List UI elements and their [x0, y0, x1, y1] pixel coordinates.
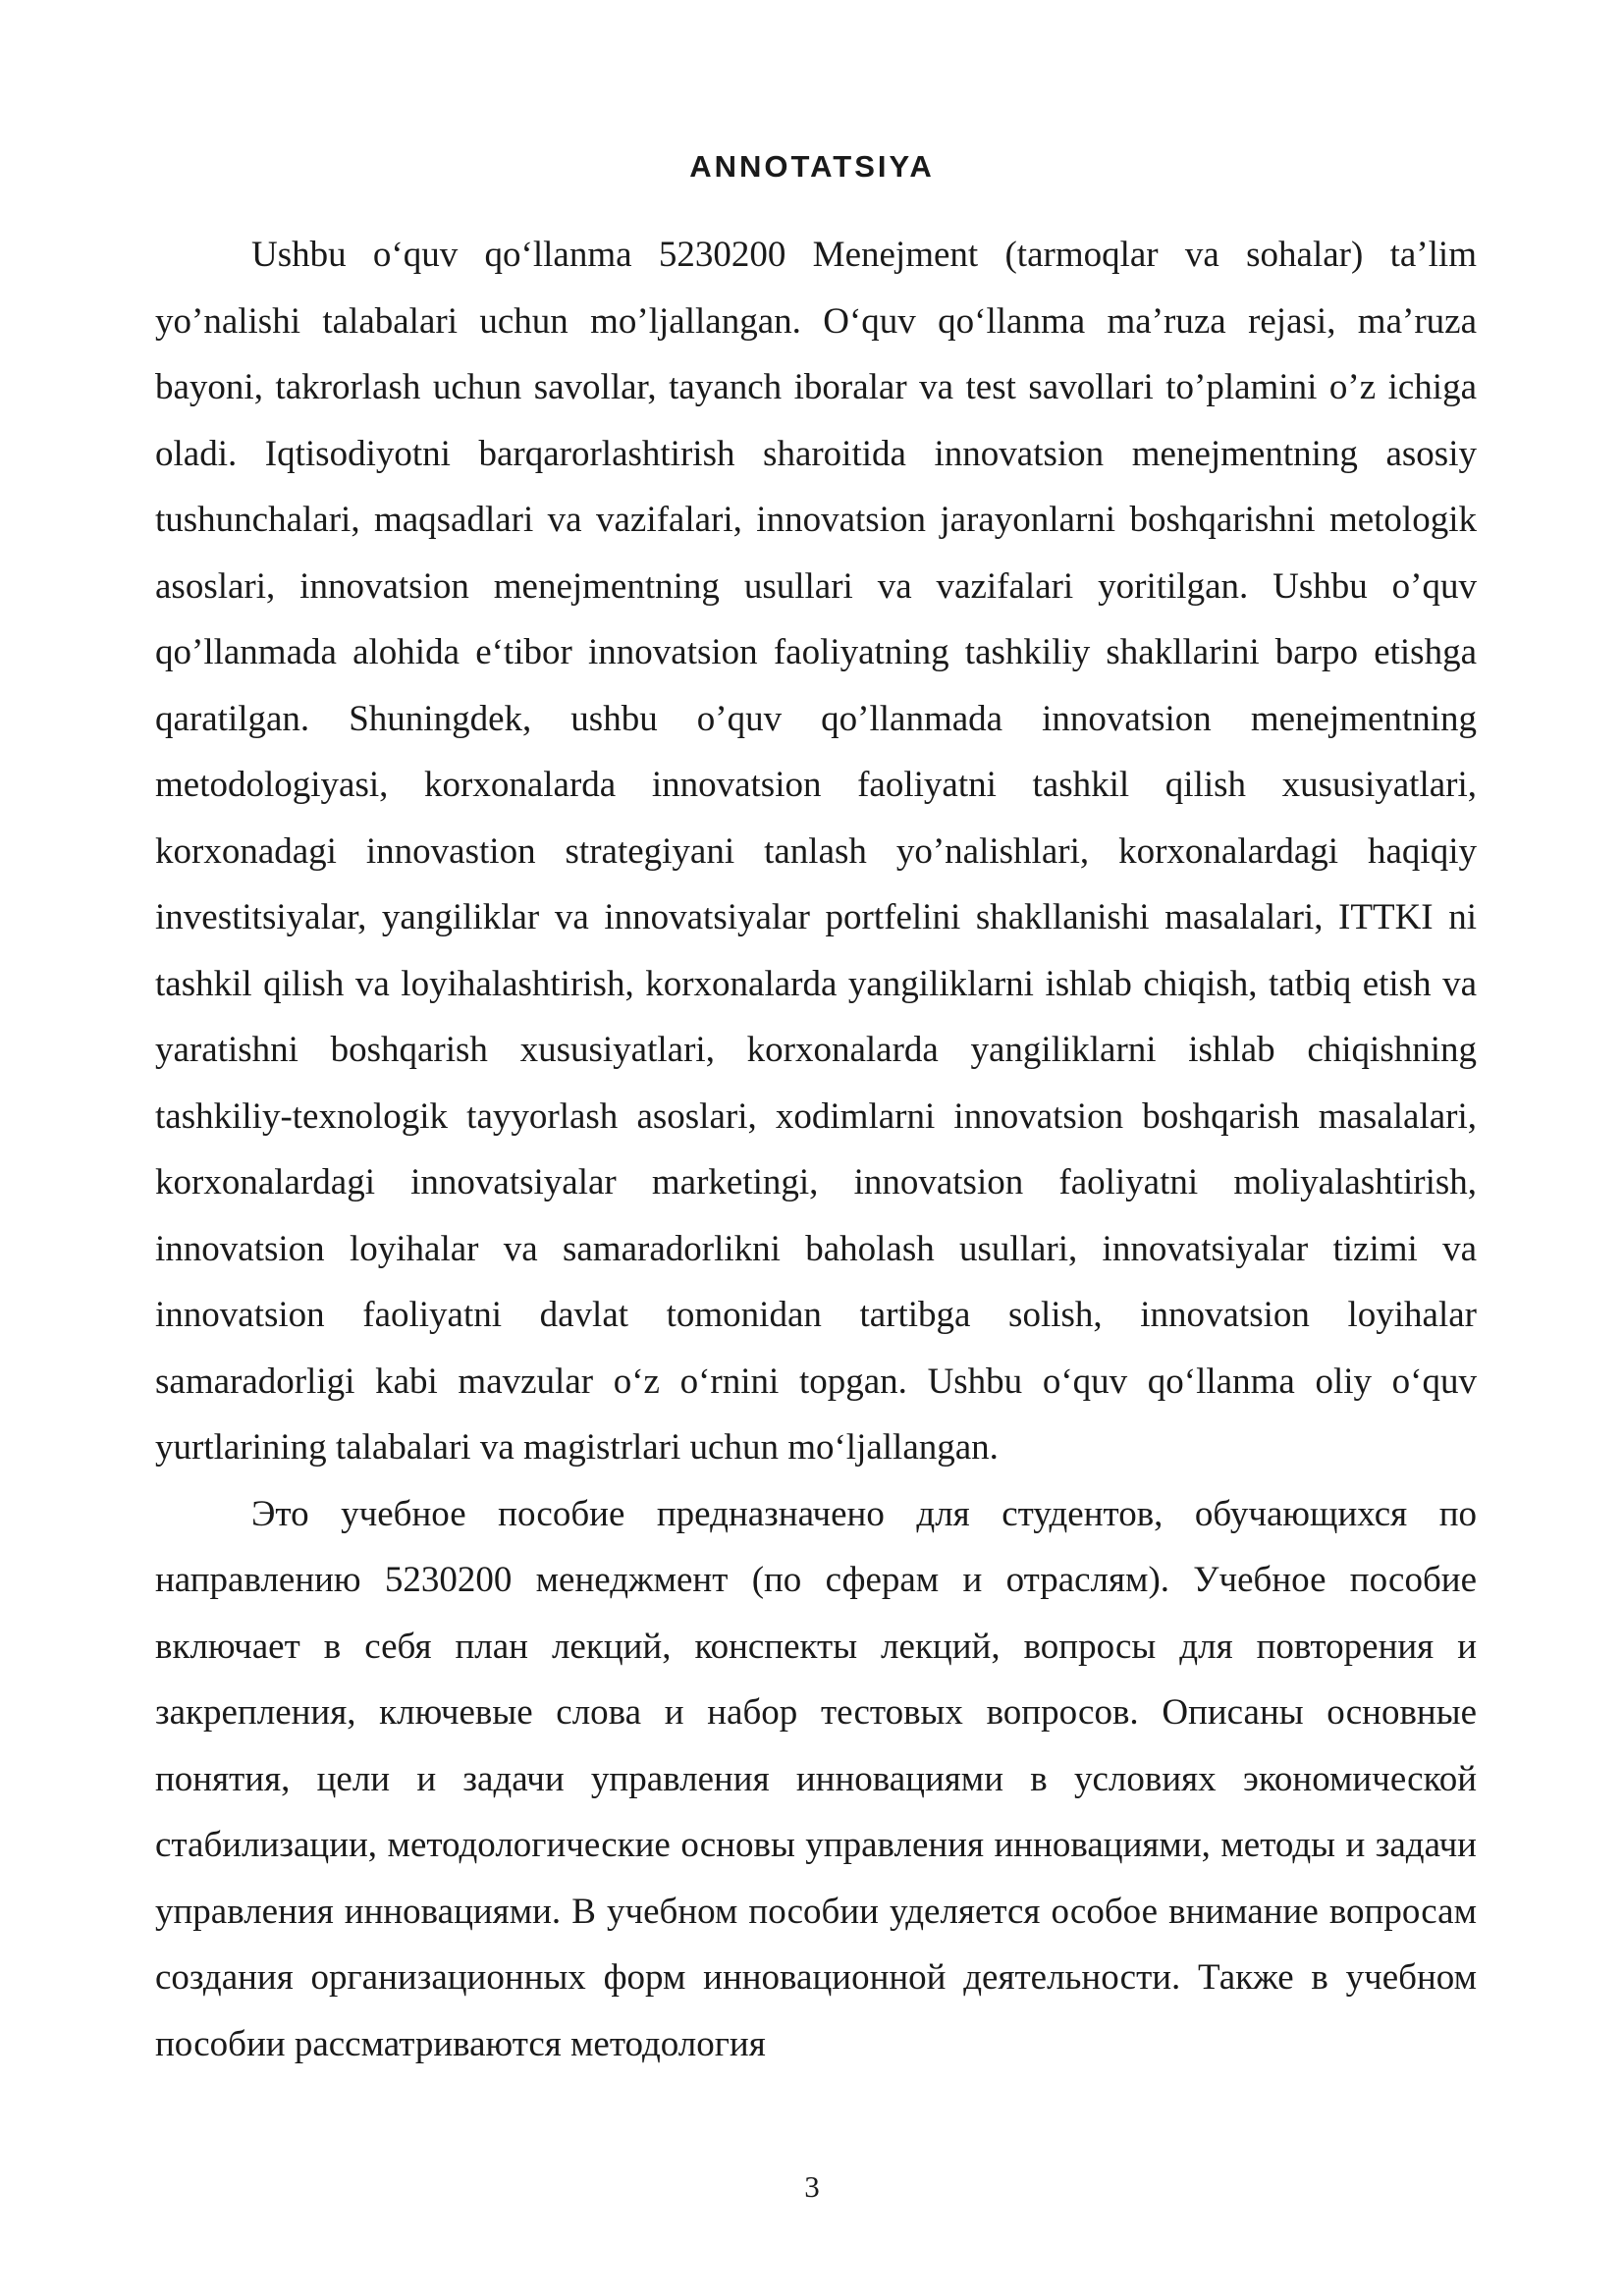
paragraph-uzbek: Ushbu o‘quv qo‘llanma 5230200 Menejment (tarmoqlar va sohalar) ta’lim yo’nalishi talabalari uchun mo’ljallangan. O‘quv qo‘llanma ma’ruza rejasi, ma’ruza bayoni, takrorlash uchun savollar, tayanch iboralar va test savollari to’plamini o’z ichiga oladi. Iqtisodiyotni barqarorlashtirish sharoitida innovatsion menejmentning asosiy tushunchalari, maqsadlari va vazifalari, innovatsion jarayonlarni boshqarishni metologik asoslari, innovatsion menejmentning usullari va vazifalari yoritilgan. Ushbu o’quv qo’llanmada alohida e‘tibor innovatsion faoliyatning tashkiliy shakllarini barpo etishga qaratilgan. Shuningdek, ushbu o’quv qo’llanmada innovatsion menejmentning metodologiyasi, korxonalarda innovatsion faoliyatni tashkil qilish xususiyatlari, korxonadagi innovastion strategiyani tanlash yo’nalishlari, korxonalardagi haqiqiy investitsiyalar, yangiliklar va innovatsiyalar portfelini shakllanishi masalalari, ITTKI ni tashkil qilish va loyihalashtirish, korxonalarda yangiliklarni ishlab chiqish, tatbiq etish va yaratishni boshqarish xususiyatlari, korxonalarda yangiliklarni ishlab chiqishning tashkiliy-texnologik tayyorlash asoslari, xodimlarni innovatsion boshqarish masalalari, korxonalardagi innovatsiyalar marketingi, innovatsion faoliyatni moliyalashtirish, innovatsion loyihalar va samaradorlikni baholash usullari, innovatsiyalar tizimi va innovatsion faoliyatni davlat tomonidan tartibga solish, innovatsion loyihalar samaradorligi kabi mavzular o‘z o‘rnini topgan. Ushbu o‘quv qo‘llanma oliy o‘quv yurtlarining talabalari va magistrlari uchun mo‘ljallangan. [155, 235, 1477, 1468]
page-number: 3 [804, 2169, 820, 2204]
paragraph-russian: Это учебное пособие предназначено для студентов, обучающихся по направлению 5230200 менеджмент (по сферам и отраслям). Учебное пособие включает в себя план лекций, конспекты лекций, вопросы для повторения и закрепления, ключевые слова и набор тестовых вопросов. Описаны основные понятия, цели и задачи управления инновациями в условиях экономической стабилизации, методологические основы управления инновациями, методы и задачи управления инновациями. В учебном пособии уделяется особое внимание вопросам создания организационных форм инновационной деятельности. Также в учебном пособии рассматриваются методология [155, 1493, 1477, 2064]
page-title: ANNOTATSIYA [689, 149, 935, 184]
document-body [155, 222, 1477, 2077]
